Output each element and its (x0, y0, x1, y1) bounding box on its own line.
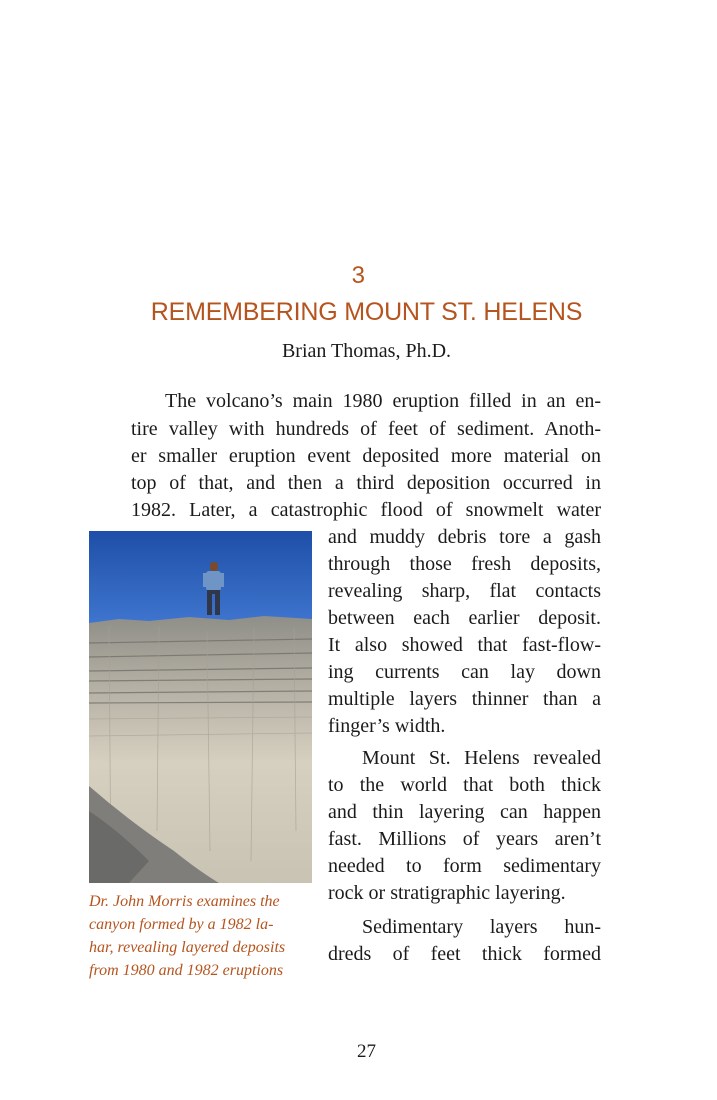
body-line: and muddy debris tore a gash (328, 526, 601, 548)
body-line: top of that, and then a third deposition occurred in (131, 472, 601, 494)
body-line: ing currents can lay down (328, 661, 601, 683)
sky (89, 531, 312, 626)
body-line: The volcano’s main 1980 eruption filled in an en- (165, 390, 601, 412)
body-line: fast. Millions of years aren’t (328, 828, 601, 850)
body-line: and thin layering can happen (328, 801, 601, 823)
body-line: rock or stratigraphic layering. (328, 882, 566, 904)
body-line: revealing sharp, flat contacts (328, 580, 601, 602)
body-line: Mount St. Helens revealed (362, 747, 601, 769)
chapter-title: REMEMBERING MOUNT ST. HELENS (150, 298, 583, 326)
figure-caption-line: har, revealing layered deposits (89, 939, 286, 956)
body-line: through those fresh deposits, (328, 553, 601, 575)
body-line: multiple layers thinner than a (328, 688, 601, 710)
figure-caption-line: from 1980 and 1982 eruptions (89, 962, 284, 979)
body-line: needed to form sedimentary (328, 855, 601, 877)
chapter-number: 3 (351, 262, 366, 289)
body-line: It also showed that fast-flow- (328, 634, 601, 656)
body-line: to the world that both thick (328, 774, 601, 796)
body-line: tire valley with hundreds of feet of sediment. Anoth- (131, 418, 601, 440)
page-number: 27 (357, 1041, 376, 1062)
author-name: Brian Thomas, Ph.D. (281, 340, 452, 362)
body-line: dreds of feet thick formed (328, 943, 601, 965)
body-line: er smaller eruption event deposited more material on (131, 445, 601, 467)
body-line: between each earlier deposit. (328, 607, 601, 629)
figure-photo (89, 531, 312, 883)
body-line: finger’s width. (328, 715, 446, 737)
body-line: Sedimentary layers hun- (362, 916, 601, 938)
figure-caption-line: canyon formed by a 1982 la- (89, 916, 274, 933)
figure-caption-line: Dr. John Morris examines the (89, 893, 280, 910)
body-line: 1982. Later, a catastrophic flood of snowmelt water (131, 499, 601, 521)
